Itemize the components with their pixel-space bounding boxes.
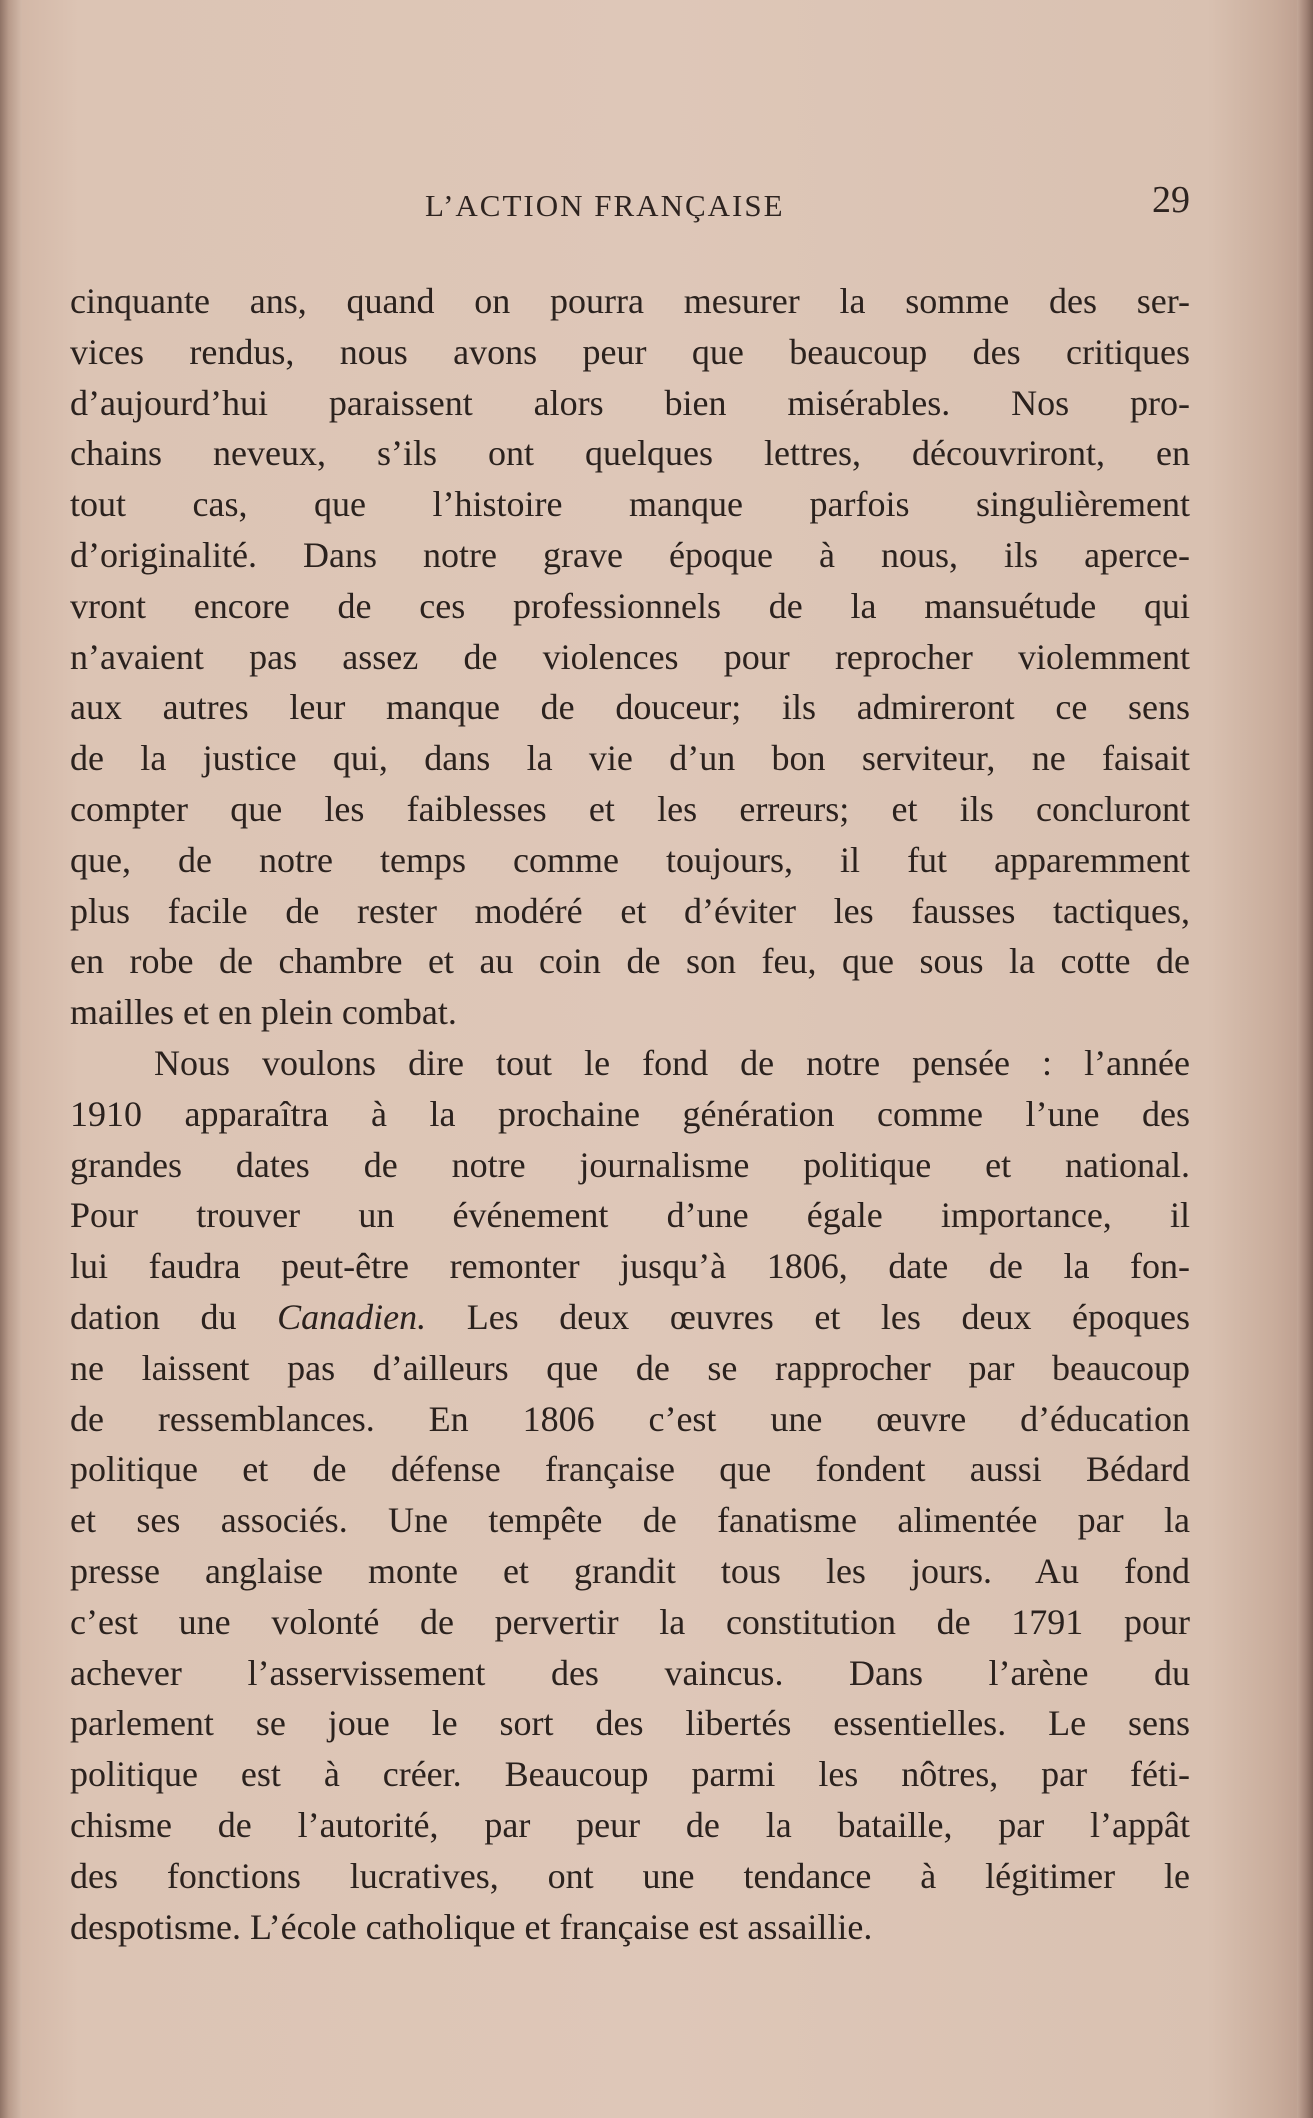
page-left-edge — [0, 0, 22, 2118]
body-text — [70, 276, 1190, 1952]
text-line: de la justice qui, dans la vie d’un bon serviteur, ne faisait — [70, 738, 1190, 779]
text-line: Nous voulons dire tout le fond de notre pensée : l’année — [154, 1042, 1190, 1083]
text-line: parlement se joue le sort des libertés essentielles. Le sens — [70, 1703, 1190, 1744]
text-line: mailles et en plein combat. — [70, 992, 457, 1033]
running-head: L’ACTION FRANÇAISE — [425, 188, 785, 223]
page-number: 29 — [1152, 179, 1190, 221]
text-line-with-italic — [70, 1292, 1190, 1343]
text-line: 1910 apparaîtra à la prochaine génération comme l’une des — [70, 1093, 1190, 1134]
text-line: despotisme. L’école catholique et française est assaillie. — [70, 1906, 873, 1947]
text-line: n’avaient pas assez de violences pour reprocher violemment — [70, 636, 1190, 677]
text-line: et ses associés. Une tempête de fanatisme alimentée par la — [70, 1500, 1190, 1541]
text-line: plus facile de rester modéré et d’éviter les fausses tactiques, — [70, 890, 1190, 931]
newspaper-title: Canadien. — [277, 1296, 427, 1337]
text-line: d’originalité. Dans notre grave époque à nous, ils aperce- — [70, 534, 1190, 575]
text-line: tout cas, que l’histoire manque parfois singulièrement — [70, 484, 1190, 525]
text-line: des fonctions lucratives, ont une tendance à légitimer le — [70, 1855, 1190, 1896]
text-line: chisme de l’autorité, par peur de la bataille, par l’appât — [70, 1804, 1190, 1845]
text-line: que, de notre temps comme toujours, il fut apparemment — [70, 839, 1190, 880]
text-segment: dation du — [70, 1296, 278, 1337]
text-line: c’est une volonté de pervertir la constitution de 1791 pour — [70, 1601, 1190, 1642]
text-line: de ressemblances. En 1806 c’est une œuvre d’éducation — [70, 1398, 1190, 1439]
text-line: grandes dates de notre journalisme politique et national. — [70, 1144, 1190, 1185]
text-line: vices rendus, nous avons peur que beaucoup des critiques — [70, 331, 1190, 372]
text-line: Pour trouver un événement d’une égale importance, il — [70, 1195, 1190, 1236]
paragraph-1 — [70, 276, 1190, 1038]
text-line: politique est à créer. Beaucoup parmi les nôtres, par féti- — [70, 1754, 1190, 1795]
text-line: d’aujourd’hui paraissent alors bien misérables. Nos pro- — [70, 382, 1190, 423]
text-line: politique et de défense française que fondent aussi Bédard — [70, 1449, 1190, 1490]
text-line: aux autres leur manque de douceur; ils admireront ce sens — [70, 687, 1190, 728]
page-header — [70, 178, 1190, 228]
text-line: presse anglaise monte et grandit tous les jours. Au fond — [70, 1550, 1190, 1591]
paragraph-2 — [70, 1038, 1190, 1952]
text-line: vront encore de ces professionnels de la mansuétude qui — [70, 585, 1190, 626]
text-line: ne laissent pas d’ailleurs que de se rapprocher par beaucoup — [70, 1347, 1190, 1388]
text-line: cinquante ans, quand on pourra mesurer la somme des ser- — [70, 281, 1190, 321]
text-line: achever l’asservissement des vaincus. Dans l’arène du — [70, 1652, 1190, 1693]
text-line: chains neveux, s’ils ont quelques lettres, découvriront, en — [70, 433, 1190, 474]
text-segment: Les deux œuvres et les deux époques — [426, 1296, 1190, 1337]
text-line: compter que les faiblesses et les erreurs; et ils concluront — [70, 788, 1190, 829]
text-line: lui faudra peut-être remonter jusqu’à 1806, date de la fon- — [70, 1246, 1190, 1287]
text-line: en robe de chambre et au coin de son feu, que sous la cotte de — [70, 941, 1190, 982]
page-right-edge — [1297, 0, 1313, 2118]
